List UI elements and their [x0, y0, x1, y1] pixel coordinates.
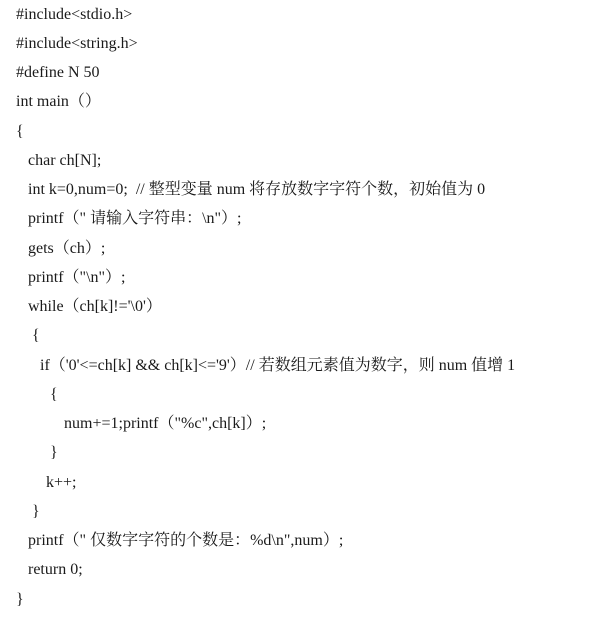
- code-line-1: #include<stdio.h>: [16, 6, 133, 23]
- code-line-3: #define N 50: [16, 64, 100, 81]
- code-line-6: char ch[N];: [28, 152, 102, 169]
- code-line-17: k++;: [46, 474, 77, 491]
- code-line-18: }: [32, 503, 40, 520]
- code-line-9: gets（ch）;: [28, 240, 106, 257]
- code-line-8: printf（" 请输入字符串：\n"）;: [28, 210, 242, 227]
- code-line-7: int k=0,num=0; // 整型变量 num 将存放数字字符个数，初始值为 0: [28, 181, 486, 198]
- code-line-12: {: [32, 327, 40, 344]
- code-line-10: printf（"\n"）;: [28, 269, 126, 286]
- code-line-21: }: [16, 591, 24, 608]
- code-line-19: printf（" 仅数字字符的个数是：%d\n",num）;: [28, 532, 344, 549]
- code-line-4: int main（）: [16, 93, 101, 110]
- code-line-5: {: [16, 123, 24, 140]
- code-line-20: return 0;: [28, 561, 83, 578]
- code-line-2: #include<string.h>: [16, 35, 138, 52]
- code-line-11: while（ch[k]!='\0'）: [28, 298, 162, 315]
- code-line-14: {: [50, 386, 58, 403]
- code-line-16: }: [50, 444, 58, 461]
- code-line-15: num+=1;printf（"%c",ch[k]）;: [64, 415, 267, 432]
- code-line-13: if（'0'<=ch[k] && ch[k]<='9'）// 若数组元素值为数字，则 num 值增 1: [40, 357, 516, 374]
